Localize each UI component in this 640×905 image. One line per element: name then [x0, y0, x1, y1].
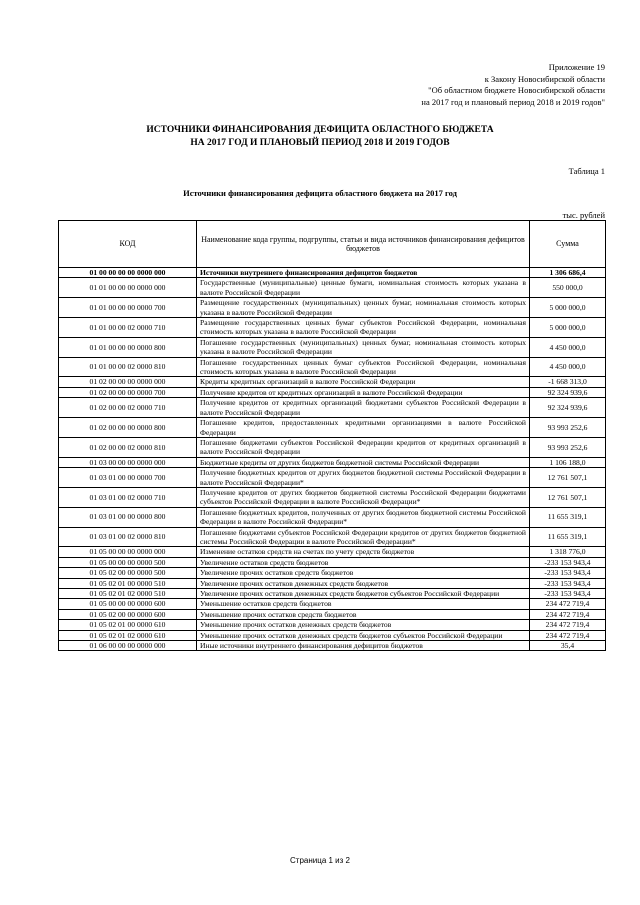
appendix-reference	[305, 62, 605, 108]
row-amount: -1 668 313,0	[530, 377, 606, 387]
table-row	[59, 418, 606, 438]
row-name: Увеличение остатков средств бюджетов	[197, 557, 530, 567]
row-amount: -233 153 943,4	[530, 557, 606, 567]
row-code: 01 02 00 00 02 0000 810	[59, 437, 197, 457]
table-row	[59, 620, 606, 630]
units-label: тыс. рублей	[562, 210, 605, 220]
row-name: Государственные (муниципальные) ценные бумаги, номинальная стоимость которых указана в валюте Российской Федерации	[197, 278, 530, 298]
row-amount: 5 000 000,0	[530, 318, 606, 338]
table-row	[59, 318, 606, 338]
row-name: Размещение государственных (муниципальных) ценных бумаг, номинальная стоимость которых указана в валюте Российской Федерации	[197, 298, 530, 318]
row-code: 01 05 02 01 00 0000 610	[59, 620, 197, 630]
row-code: 01 00 00 00 00 0000 000	[59, 268, 197, 278]
row-name: Получение кредитов от кредитных организаций бюджетами субъектов Российской Федерации в валюте Российской Федерации	[197, 398, 530, 418]
row-name: Погашение государственных (муниципальных) ценных бумаг, номинальная стоимость которых указана в валюте Российской Федерации	[197, 337, 530, 357]
table-row	[59, 337, 606, 357]
row-code: 01 03 01 00 00 0000 800	[59, 507, 197, 527]
appendix-line: на 2017 год и плановый период 2018 и 2019 годов"	[421, 96, 605, 107]
appendix-line: к Закону Новосибирской области	[484, 73, 605, 84]
row-amount: 12 761 507,1	[530, 487, 606, 507]
row-code: 01 05 02 00 00 0000 500	[59, 568, 197, 578]
row-amount: 1 106 188,0	[530, 457, 606, 467]
table-row	[59, 278, 606, 298]
row-code: 01 06 00 00 00 0000 000	[59, 641, 197, 651]
row-amount: 12 761 507,1	[530, 468, 606, 488]
financing-sources-table	[58, 220, 606, 651]
table-row	[59, 457, 606, 467]
row-name: Получение кредитов от кредитных организаций в валюте Российской Федерации	[197, 387, 530, 397]
row-amount: 4 450 000,0	[530, 357, 606, 377]
table-row	[59, 387, 606, 397]
row-name: Уменьшение остатков средств бюджетов	[197, 599, 530, 609]
row-amount: -233 153 943,4	[530, 578, 606, 588]
table-row	[59, 487, 606, 507]
header-name: Наименование кода группы, подгруппы, статьи и вида источников финансирования дефицитов бюджетов	[197, 221, 530, 268]
row-amount: 550 000,0	[530, 278, 606, 298]
row-code: 01 05 00 00 00 0000 500	[59, 557, 197, 567]
row-name: Уменьшение прочих остатков денежных средств бюджетов субъектов Российской Федерации	[197, 630, 530, 640]
row-amount: 5 000 000,0	[530, 298, 606, 318]
row-code: 01 05 00 00 00 0000 000	[59, 547, 197, 557]
row-code: 01 02 00 00 02 0000 710	[59, 398, 197, 418]
row-amount: 234 472 719,4	[530, 609, 606, 619]
table-row	[59, 398, 606, 418]
row-amount: 93 993 252,6	[530, 437, 606, 457]
row-amount: 234 472 719,4	[530, 630, 606, 640]
title-line: ИСТОЧНИКИ ФИНАНСИРОВАНИЯ ДЕФИЦИТА ОБЛАСТНОГО БЮДЖЕТА	[146, 125, 494, 135]
header-amount: Сумма	[530, 221, 606, 268]
row-code: 01 01 00 00 02 0000 710	[59, 318, 197, 338]
row-name: Увеличение прочих остатков денежных средств бюджетов субъектов Российской Федерации	[197, 589, 530, 599]
row-name: Погашение бюджетами субъектов Российской Федерации кредитов от кредитных организаций в валюте Российской Федерации	[197, 437, 530, 457]
row-code: 01 01 00 00 00 0000 700	[59, 298, 197, 318]
row-code: 01 01 00 00 00 0000 800	[59, 337, 197, 357]
row-amount: 93 993 252,6	[530, 418, 606, 438]
table-body	[59, 268, 606, 651]
row-amount: 92 324 939,6	[530, 398, 606, 418]
row-name: Увеличение прочих остатков денежных средств бюджетов	[197, 578, 530, 588]
table-row	[59, 357, 606, 377]
table-row	[59, 377, 606, 387]
row-name: Погашение бюджетами субъектов Российской Федерации кредитов от других бюджетов бюджетной системы Российской Федерации в валюте Российской Федерации*	[197, 527, 530, 547]
row-amount: 35,4	[530, 641, 606, 651]
appendix-line: "Об областном бюджете Новосибирской области	[428, 85, 605, 95]
row-name: Размещение государственных ценных бумаг субъектов Российской Федерации, номинальная стоимость которых указана в валюте Российской Федерации	[197, 318, 530, 338]
row-name: Получение кредитов от других бюджетов бюджетной системы Российской Федерации бюджетами субъектов Российской Федерации в валюте Российской Федерации*	[197, 487, 530, 507]
row-name: Уменьшение прочих остатков средств бюджетов	[197, 609, 530, 619]
table-row	[59, 527, 606, 547]
row-amount: 11 655 319,1	[530, 527, 606, 547]
row-code: 01 05 02 01 00 0000 510	[59, 578, 197, 588]
table-row	[59, 568, 606, 578]
table-row	[59, 557, 606, 567]
row-amount: -233 153 943,4	[530, 589, 606, 599]
row-code: 01 05 02 01 02 0000 510	[59, 589, 197, 599]
row-name: Увеличение прочих остатков средств бюджетов	[197, 568, 530, 578]
row-code: 01 03 01 00 02 0000 710	[59, 487, 197, 507]
row-name: Иные источники внутреннего финансирования дефицитов бюджетов	[197, 641, 530, 651]
row-code: 01 03 00 00 00 0000 000	[59, 457, 197, 467]
table-row	[59, 268, 606, 278]
row-amount: -233 153 943,4	[530, 568, 606, 578]
table-row	[59, 630, 606, 640]
table-row	[59, 437, 606, 457]
row-amount: 234 472 719,4	[530, 620, 606, 630]
row-name: Источники внутреннего финансирования дефицитов бюджетов	[197, 268, 530, 278]
table-row	[59, 547, 606, 557]
row-name: Изменение остатков средств на счетах по учету средств бюджетов	[197, 547, 530, 557]
row-code: 01 02 00 00 00 0000 800	[59, 418, 197, 438]
row-code: 01 02 00 00 00 0000 700	[59, 387, 197, 397]
table-row	[59, 641, 606, 651]
page-number: Страница 1 из 2	[290, 856, 350, 865]
row-name: Получение бюджетных кредитов от других бюджетов бюджетной системы Российской Федерации в валюте Российской Федерации*	[197, 468, 530, 488]
row-code: 01 01 00 00 02 0000 810	[59, 357, 197, 377]
row-amount: 1 318 776,0	[530, 547, 606, 557]
row-code: 01 03 01 00 00 0000 700	[59, 468, 197, 488]
table-row	[59, 507, 606, 527]
row-name: Бюджетные кредиты от других бюджетов бюджетной системы Российской Федерации	[197, 457, 530, 467]
row-name: Погашение государственных ценных бумаг субъектов Российской Федерации, номинальная стоимость которых указана в валюте Российской Федерации	[197, 357, 530, 377]
table-row	[59, 589, 606, 599]
row-amount: 234 472 719,4	[530, 599, 606, 609]
row-name: Погашение кредитов, предоставленных кредитными организациями в валюте Российской Федерации	[197, 418, 530, 438]
table-row	[59, 599, 606, 609]
row-name: Кредиты кредитных организаций в валюте Российской Федерации	[197, 377, 530, 387]
row-name: Погашение бюджетных кредитов, полученных от других бюджетов бюджетной системы Российской Федерации в валюте Российской Федерации*	[197, 507, 530, 527]
row-name: Уменьшение прочих остатков денежных средств бюджетов	[197, 620, 530, 630]
table-row	[59, 578, 606, 588]
row-code: 01 01 00 00 00 0000 000	[59, 278, 197, 298]
document-title	[0, 124, 640, 150]
row-code: 01 05 02 01 02 0000 610	[59, 630, 197, 640]
row-code: 01 02 00 00 00 0000 000	[59, 377, 197, 387]
table-subtitle: Источники финансирования дефицита областного бюджета на 2017 год	[183, 188, 457, 198]
header-code: КОД	[59, 221, 197, 268]
appendix-line: Приложение 19	[548, 62, 605, 72]
row-code: 01 05 02 00 00 0000 600	[59, 609, 197, 619]
table-header-row	[59, 221, 606, 268]
table-row	[59, 298, 606, 318]
row-amount: 92 324 939,6	[530, 387, 606, 397]
title-line: НА 2017 ГОД И ПЛАНОВЫЙ ПЕРИОД 2018 И 2019 ГОДОВ	[190, 138, 450, 148]
table-row	[59, 609, 606, 619]
row-amount: 1 306 686,4	[530, 268, 606, 278]
table-number: Таблица 1	[568, 166, 605, 176]
table-row	[59, 468, 606, 488]
row-amount: 4 450 000,0	[530, 337, 606, 357]
row-code: 01 03 01 00 02 0000 810	[59, 527, 197, 547]
row-amount: 11 655 319,1	[530, 507, 606, 527]
row-code: 01 05 00 00 00 0000 600	[59, 599, 197, 609]
